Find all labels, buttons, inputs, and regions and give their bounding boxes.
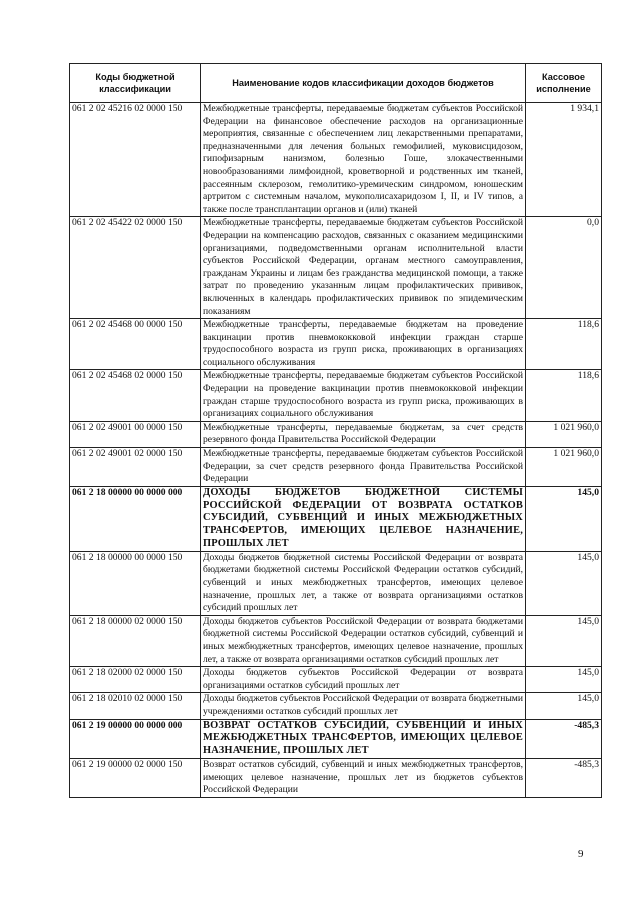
row-amount: 145,0 — [526, 551, 602, 615]
row-name: Межбюджетные трансферты, передаваемые бюджетам субъектов Российской Федерации на проведение вакцинации против пневмококковой инфекции граждан старше трудоспособного возраста из групп риска, проживающих в организациях социального обслуживания — [201, 370, 526, 421]
row-amount: 145,0 — [526, 615, 602, 666]
table-row — [70, 217, 602, 319]
row-name: Межбюджетные трансферты, передаваемые бюджетам, за счет средств резервного фонда Правительства Российской Федерации — [201, 421, 526, 447]
table-row — [70, 448, 602, 487]
row-amount: 145,0 — [526, 486, 602, 551]
table-row — [70, 719, 602, 758]
row-amount: -485,3 — [526, 719, 602, 758]
table-row — [70, 319, 602, 370]
row-code: 061 2 02 49001 02 0000 150 — [70, 448, 201, 487]
row-code: 061 2 18 02000 02 0000 150 — [70, 667, 201, 693]
table-row — [70, 486, 602, 551]
row-amount: 1 021 960,0 — [526, 448, 602, 487]
row-amount: 145,0 — [526, 693, 602, 719]
header-code: Коды бюджетной классификации — [70, 64, 201, 103]
budget-classification-table — [69, 63, 602, 798]
row-code: 061 2 18 00000 02 0000 150 — [70, 615, 201, 666]
row-code: 061 2 02 45468 02 0000 150 — [70, 370, 201, 421]
row-code: 061 2 02 49001 00 0000 150 — [70, 421, 201, 447]
table-header-row — [70, 64, 602, 103]
table-row — [70, 551, 602, 615]
row-code: 061 2 02 45468 00 0000 150 — [70, 319, 201, 370]
table-row — [70, 103, 602, 217]
row-code: 061 2 19 00000 00 0000 000 — [70, 719, 201, 758]
row-code: 061 2 18 00000 00 0000 150 — [70, 551, 201, 615]
table-row — [70, 758, 602, 797]
header-name: Наименование кодов классификации доходов бюджетов — [201, 64, 526, 103]
row-code: 061 2 02 45216 02 0000 150 — [70, 103, 201, 217]
row-amount: 118,6 — [526, 370, 602, 421]
row-name: Доходы бюджетов субъектов Российской Федерации от возврата бюджетными учреждениями остатков субсидий прошлых лет — [201, 693, 526, 719]
row-code: 061 2 19 00000 02 0000 150 — [70, 758, 201, 797]
table-row — [70, 615, 602, 666]
row-amount: 0,0 — [526, 217, 602, 319]
row-name: Возврат остатков субсидий, субвенций и иных межбюджетных трансфертов, имеющих целевое назначение, прошлых лет из бюджетов субъектов Российской Федерации — [201, 758, 526, 797]
row-amount: -485,3 — [526, 758, 602, 797]
row-amount: 1 934,1 — [526, 103, 602, 217]
table-row — [70, 667, 602, 693]
row-name: Межбюджетные трансферты, передаваемые бюджетам субъектов Российской Федерации на финансовое обеспечение расходов на организационные мероприятия, связанные с обеспечением лиц лекарственными препаратами, предназначенными для лечения больных гемофилией, муковисцидозом, гипофизарным нанизмом, болезнью Гоше, злокачественными новообразованиями лимфоидной, кроветворной и родственных им тканей, рассеянным склерозом, гемолитико-уремическим синдромом, юношеским артритом с системным началом, мукополисахаридозом I, II, и IV типов, а также после трансплантации органов и (или) тканей — [201, 103, 526, 217]
row-amount: 118,6 — [526, 319, 602, 370]
header-amount: Кассовое исполнение — [526, 64, 602, 103]
row-code: 061 2 18 00000 00 0000 000 — [70, 486, 201, 551]
page-number: 9 — [578, 848, 584, 860]
row-code: 061 2 18 02010 02 0000 150 — [70, 693, 201, 719]
row-name: ВОЗВРАТ ОСТАТКОВ СУБСИДИЙ, СУБВЕНЦИЙ И ИНЫХ МЕЖБЮДЖЕТНЫХ ТРАНСФЕРТОВ, ИМЕЮЩИХ ЦЕЛЕВОЕ НАЗНАЧЕНИЕ, ПРОШЛЫХ ЛЕТ — [201, 719, 526, 758]
row-name: Межбюджетные трансферты, передаваемые бюджетам субъектов Российской Федерации, за счет средств резервного фонда Правительства Российской Федерации — [201, 448, 526, 487]
row-name: ДОХОДЫ БЮДЖЕТОВ БЮДЖЕТНОЙ СИСТЕМЫ РОССИЙСКОЙ ФЕДЕРАЦИИ ОТ ВОЗВРАТА ОСТАТКОВ СУБСИДИЙ, СУБВЕНЦИЙ И ИНЫХ МЕЖБЮДЖЕТНЫХ ТРАНСФЕРТОВ, ИМЕЮЩИХ ЦЕЛЕВОЕ НАЗНАЧЕНИЕ, ПРОШЛЫХ ЛЕТ — [201, 486, 526, 551]
row-name: Доходы бюджетов бюджетной системы Российской Федерации от возврата бюджетами бюджетной системы Российской Федерации остатков субсидий, субвенций и иных межбюджетных трансфертов, имеющих целевое назначение, прошлых лет, а также от возврата организациями остатков субсидий прошлых лет — [201, 551, 526, 615]
row-name: Доходы бюджетов субъектов Российской Федерации от возврата бюджетами бюджетной системы Российской Федерации остатков субсидий, субвенций и иных межбюджетных трансфертов, имеющих целевое назначение, прошлых лет, а также от возврата организациями остатков субсидий прошлых лет — [201, 615, 526, 666]
row-amount: 145,0 — [526, 667, 602, 693]
row-name: Межбюджетные трансферты, передаваемые бюджетам на проведение вакцинации против пневмококковой инфекции граждан старше трудоспособного возраста из групп риска, проживающих в организациях социального обслуживания — [201, 319, 526, 370]
table-row — [70, 421, 602, 447]
table-row — [70, 693, 602, 719]
row-amount: 1 021 960,0 — [526, 421, 602, 447]
table-row — [70, 370, 602, 421]
row-name: Доходы бюджетов субъектов Российской Федерации от возврата организациями остатков субсидий прошлых лет — [201, 667, 526, 693]
row-name: Межбюджетные трансферты, передаваемые бюджетам субъектов Российской Федерации на компенсацию расходов, связанных с оказанием медицинскими организациями, подведомственными органам исполнительной власти субъектов Российской Федерации, органам местного самоуправления, гражданам Украины и лицам без гражданства медицинской помощи, а также затрат по проведению указанным лицам профилактических прививок, включенных в календарь профилактических прививок по эпидемическим показаниям — [201, 217, 526, 319]
row-code: 061 2 02 45422 02 0000 150 — [70, 217, 201, 319]
